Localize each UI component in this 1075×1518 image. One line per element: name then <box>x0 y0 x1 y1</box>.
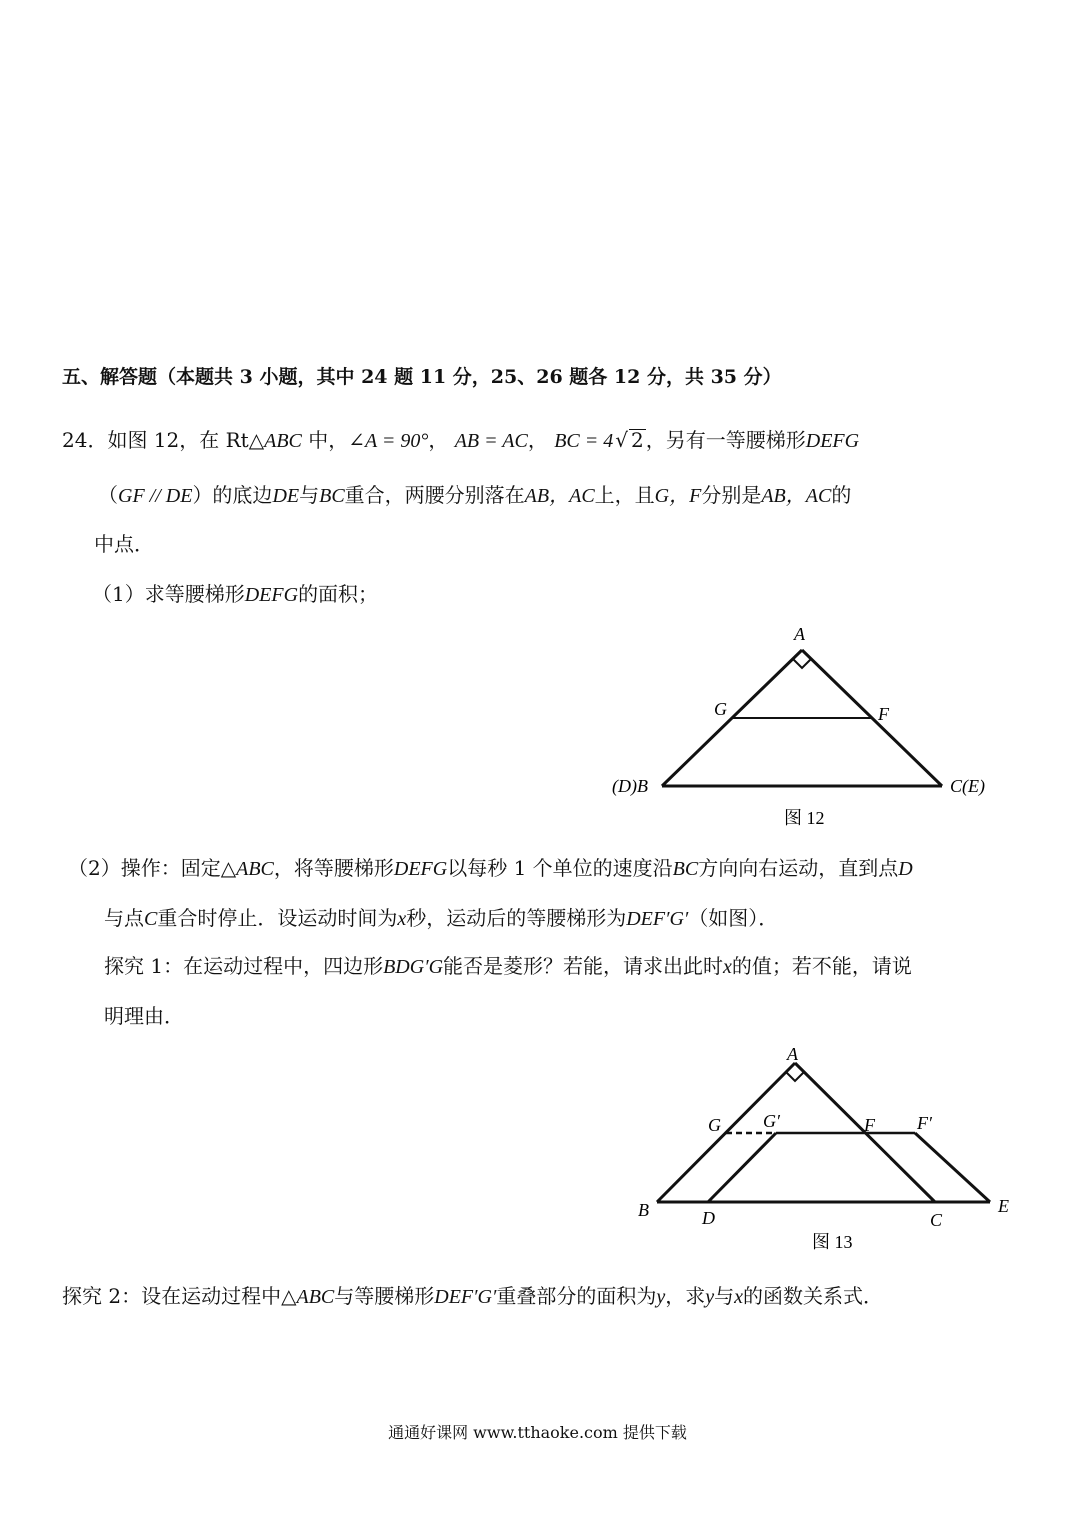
sqrt-icon: √ <box>615 428 629 452</box>
footer: 通通好课网 www.tthaoke.com 提供下载 <box>388 1423 687 1442</box>
explore-2-text-d: ，求 <box>665 1284 706 1308</box>
q24-intro-b: ，另有一等腰梯形 <box>645 428 806 452</box>
explore-2-text-f: 的函数关系式． <box>743 1284 883 1308</box>
part-2-text-f: 重合时停止．设运动时间为 <box>157 906 398 930</box>
q24-line-1 <box>62 424 859 453</box>
part-1 <box>92 578 378 607</box>
label-f: F <box>864 1115 875 1135</box>
explore-2-text-c: 重叠部分的面积为 <box>496 1284 657 1308</box>
sides-ab-ac-2: AB，AC <box>761 485 832 507</box>
text-are: 分别是 <box>701 483 762 507</box>
explore-1-text-b: 能否是菱形？若能，请求出此时 <box>443 954 724 978</box>
explore-2-text-b: 与等腰梯形 <box>334 1284 435 1308</box>
label-d: D <box>702 1208 715 1228</box>
variable-x: x <box>397 908 407 930</box>
figure-13-caption: 图 13 <box>812 1232 853 1252</box>
label-c: C <box>930 1210 943 1230</box>
segment-de: DE <box>272 485 300 507</box>
part-1-area: 的面积； <box>298 582 379 606</box>
text-base: ）的底边 <box>192 483 273 507</box>
text-zhong: 中， <box>301 428 349 452</box>
label-gp: G′ <box>763 1111 780 1131</box>
bc-equals: BC = 4 <box>554 430 614 452</box>
variable-x: x <box>723 956 732 978</box>
explore-2-text: 探究 2：设在运动过程中 <box>62 1284 282 1308</box>
triangle-abc: △ABC <box>220 858 274 880</box>
angle-condition: ∠A = 90° <box>348 430 429 452</box>
text-of: 的 <box>831 483 852 507</box>
label-g: G <box>708 1115 721 1135</box>
explore-2-text-e: 与 <box>714 1284 735 1308</box>
trapezoid-defg: DEFG <box>805 430 860 452</box>
side-dgp <box>708 1133 776 1202</box>
triangle-abc: △ABC <box>281 1286 335 1308</box>
explore-1-text-c: 的值；若不能，请说 <box>731 954 912 978</box>
sqrt-radicand: 2 <box>631 428 644 452</box>
explore-1-line-2: 明理由． <box>104 1004 184 1028</box>
label-g: G <box>714 699 727 719</box>
trapezoid-defpgp: DEF′G′ <box>434 1286 497 1308</box>
points-g-f: G，F <box>654 485 702 507</box>
label-e: E <box>998 1196 1009 1216</box>
label-a: A <box>787 1044 798 1064</box>
trapezoid-defg: DEFG <box>393 858 448 880</box>
q24-intro: 24．如图 12，在 <box>62 428 220 452</box>
explore-1-text: 探究 1：在运动过程中，四边形 <box>104 954 384 978</box>
quad-bdgpg: BDG′G <box>383 956 444 978</box>
part-2-text-b: ，将等腰梯形 <box>273 856 394 880</box>
explore-1-line-1 <box>104 950 912 979</box>
point-c: C <box>144 908 158 930</box>
part-2-text-c: 以每秒 1 个单位的速度沿 <box>447 856 673 880</box>
trapezoid-defpgp: DEF′G′ <box>626 908 689 930</box>
part-2-text-d: 方向向右运动，直到点 <box>698 856 899 880</box>
part-2-text-h: （如图）． <box>688 906 779 930</box>
label-ce: C(E) <box>950 776 985 796</box>
trapezoid-defg: DEFG <box>244 584 299 606</box>
part-2-text: （2）操作：固定 <box>68 856 221 880</box>
variable-y: y <box>656 1286 666 1308</box>
comma: ， <box>527 428 555 452</box>
paren-open: （ <box>98 483 118 507</box>
rt-label: Rt <box>225 428 249 452</box>
label-a: A <box>794 624 805 644</box>
variable-y: y <box>705 1286 715 1308</box>
sides-ab-ac: AB，AC <box>524 485 595 507</box>
explore-2-line <box>62 1280 883 1309</box>
part-2-text-e: 与点 <box>104 906 144 930</box>
text-and: 与 <box>299 483 320 507</box>
point-d: D <box>898 858 913 880</box>
segment-bc: BC <box>319 485 345 507</box>
gf-parallel-de: GF // DE <box>118 485 193 507</box>
right-angle-icon <box>786 1072 804 1081</box>
ab-equals-ac: AB = AC <box>454 430 528 452</box>
triangle-abc: △ABC <box>248 430 302 452</box>
label-b: B <box>638 1200 649 1220</box>
figure-12 <box>600 620 1020 835</box>
figure-13 <box>630 1040 1030 1260</box>
part-1-text: （1）求等腰梯形 <box>92 582 245 606</box>
text-coincide: 重合，两腰分别落在 <box>344 483 525 507</box>
variable-x: x <box>734 1286 743 1308</box>
q24-line-3: 中点． <box>94 532 154 556</box>
right-angle-icon <box>793 659 811 668</box>
part-2-text-g: 秒，运动后的等腰梯形为 <box>406 906 627 930</box>
part-2-line-1 <box>68 852 913 881</box>
label-f: F <box>878 704 889 724</box>
section-title: 五、解答题（本题共 3 小题，其中 24 题 11 分，25、26 题各 12 分，共 35 分） <box>62 366 782 388</box>
comma: ， <box>428 428 455 452</box>
label-fp: F′ <box>917 1113 932 1133</box>
text-on: 上，且 <box>594 483 655 507</box>
figure-12-caption: 图 12 <box>784 808 825 828</box>
part-2-line-2 <box>104 902 778 931</box>
label-db: (D)B <box>612 776 648 796</box>
segment-bc: BC <box>672 858 699 880</box>
q24-line-2 <box>98 479 851 508</box>
